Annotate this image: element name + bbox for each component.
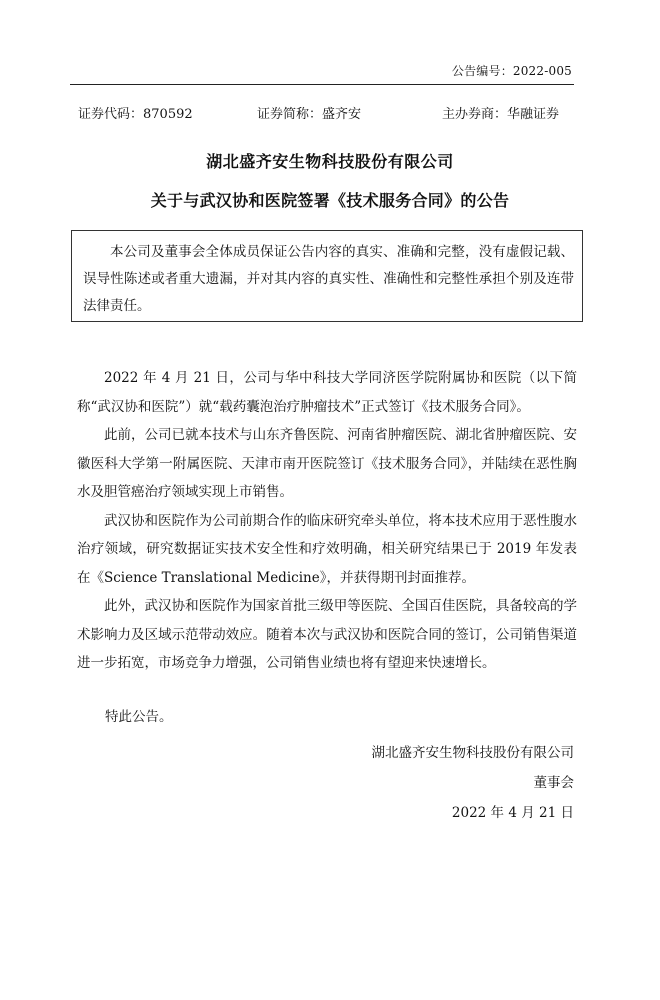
security-short-name: 证券简称：盛齐安 — [257, 107, 362, 122]
signature-company: 湖北盛齐安生物科技股份有限公司 — [371, 745, 574, 761]
announcement-body — [77, 364, 577, 678]
body-paragraph: 此外，武汉协和医院作为国家首批三级甲等医院、全国百佳医院，具备较高的学术影响力及区域示范带动效应。随着本次与武汉协和医院合同的签订，公司销售渠道进一步拓宽，市场竞争力增强，公司销售业绩也将有望迎来快速增长。 — [77, 598, 577, 671]
disclaimer-text: 本公司及董事会全体成员保证公告内容的真实、准确和完整，没有虚假记载、误导性陈述或者重大遗漏，并对其内容的真实性、准确性和完整性承担个别及连带法律责任。 — [83, 244, 574, 314]
body-paragraph: 武汉协和医院作为公司前期合作的临床研究牵头单位，将本技术应用于恶性腹水治疗领域，研究数据证实技术安全性和疗效明确，相关研究结果已于 2019 年发表在《Science Translational Medicine》，并获得期刊封面推荐。 — [77, 512, 577, 586]
disclaimer-box — [71, 230, 583, 322]
body-paragraph: 2022 年 4 月 21 日，公司与华中科技大学同济医学院附属协和医院（以下简称“武汉协和医院”）就“载药囊泡治疗肿瘤技术”正式签订《技术服务合同》。 — [77, 370, 577, 415]
signature-block — [372, 738, 575, 828]
company-title: 湖北盛齐安生物科技股份有限公司 — [206, 152, 454, 171]
signature-board: 董事会 — [533, 775, 574, 791]
sponsor-broker: 主办券商：华融证券 — [442, 107, 560, 122]
security-code: 证券代码：870592 — [78, 107, 193, 122]
notice-title: 关于与武汉协和医院签署《技术服务合同》的公告 — [150, 191, 510, 210]
header-divider — [70, 84, 574, 85]
signature-date: 2022 年 4 月 21 日 — [451, 805, 574, 821]
body-paragraph: 此前，公司已就本技术与山东齐鲁医院、河南省肿瘤医院、湖北省肿瘤医院、安徽医科大学第一附属医院、天津市南开医院签订《技术服务合同》，并陆续在恶性胸水及胆管癌治疗领域实现上市销售。 — [77, 427, 577, 500]
closing-remark: 特此公告。 — [105, 709, 173, 725]
announcement-number: 公告编号：2022-005 — [451, 64, 572, 78]
